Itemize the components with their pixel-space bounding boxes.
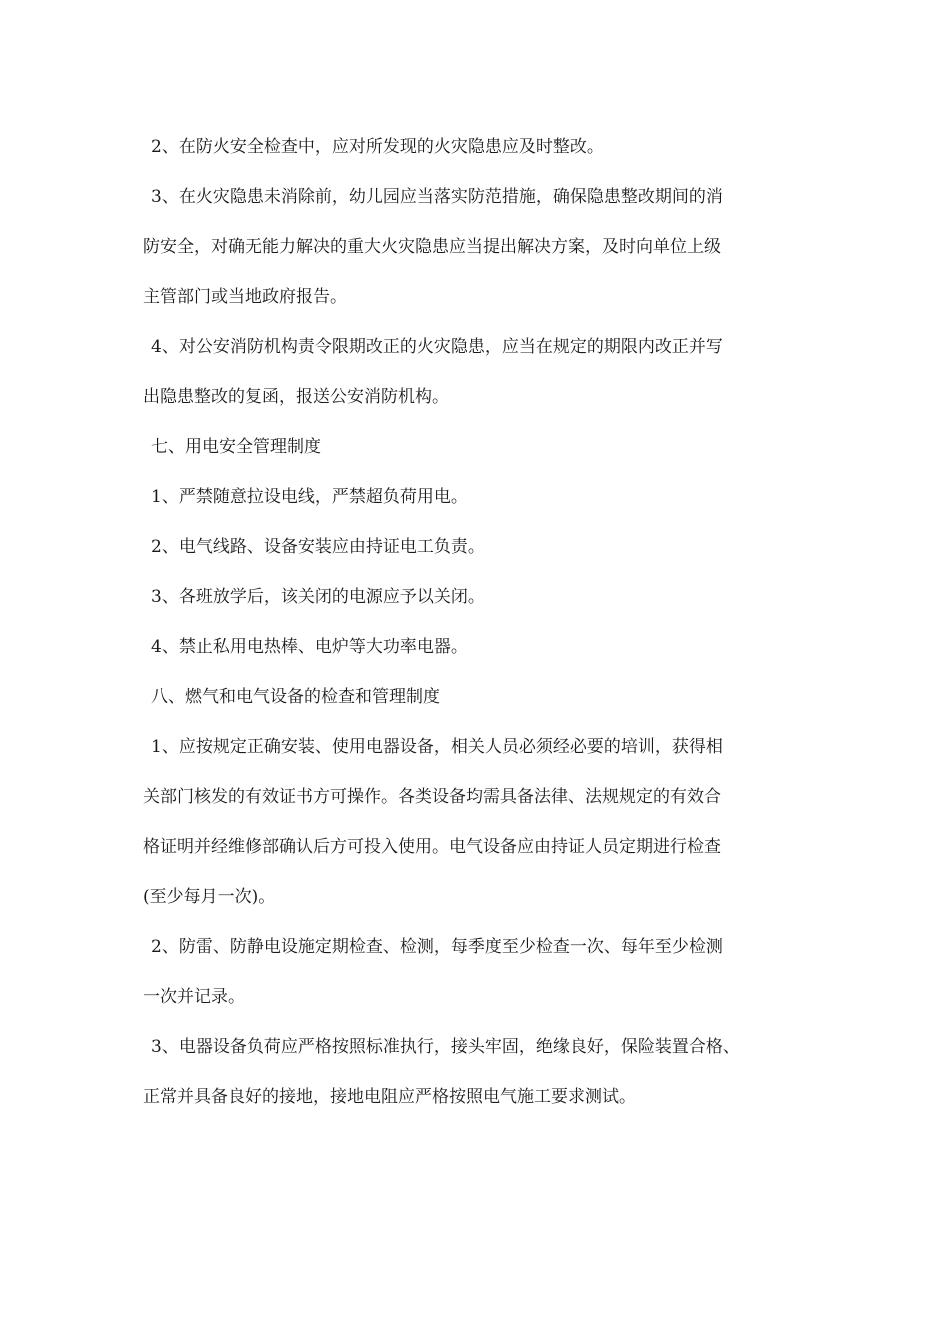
paragraph-line: 4、禁止私用电热棒、电炉等大功率电器。 [151, 637, 468, 657]
paragraph-line: 3、在火灾隐患未消除前，幼儿园应当落实防范措施，确保隐患整改期间的消 [151, 187, 723, 207]
paragraph-line: 2、防雷、防静电设施定期检查、检测，每季度至少检查一次、每年至少检测 [151, 937, 723, 957]
section-heading: 七、用电安全管理制度 [151, 437, 321, 457]
paragraph-line: 4、对公安消防机构责令限期改正的火灾隐患，应当在规定的期限内改正并写 [151, 337, 723, 357]
section-heading: 八、燃气和电气设备的检查和管理制度 [151, 687, 440, 707]
paragraph-line: 格证明并经维修部确认后方可投入使用。电气设备应由持证人员定期进行检查 [143, 837, 721, 857]
paragraph-line: 2、在防火安全检查中，应对所发现的火灾隐患应及时整改。 [151, 137, 604, 157]
paragraph-line: 1、应按规定正确安装、使用电器设备，相关人员必须经必要的培训，获得相 [151, 737, 723, 757]
paragraph-line: 1、严禁随意拉设电线，严禁超负荷用电。 [151, 487, 468, 507]
paragraph-line: 主管部门或当地政府报告。 [143, 287, 347, 307]
paragraph-line: 3、各班放学后，该关闭的电源应予以关闭。 [151, 587, 485, 607]
paragraph-line: 正常并具备良好的接地，接地电阻应严格按照电气施工要求测试。 [143, 1087, 636, 1107]
paragraph-line: (至少每月一次)。 [143, 887, 276, 907]
paragraph-line: 防安全，对确无能力解决的重大火灾隐患应当提出解决方案，及时向单位上级 [143, 237, 721, 257]
paragraph-line: 关部门核发的有效证书方可操作。各类设备均需具备法律、法规规定的有效合 [143, 787, 721, 807]
paragraph-line: 出隐患整改的复函，报送公安消防机构。 [143, 387, 449, 407]
paragraph-line: 2、电气线路、设备安装应由持证电工负责。 [151, 537, 485, 557]
document-body [143, 122, 823, 1122]
paragraph-line: 一次并记录。 [143, 987, 245, 1007]
paragraph-line: 3、电器设备负荷应严格按照标准执行，接头牢固，绝缘良好，保险装置合格、 [151, 1037, 740, 1057]
